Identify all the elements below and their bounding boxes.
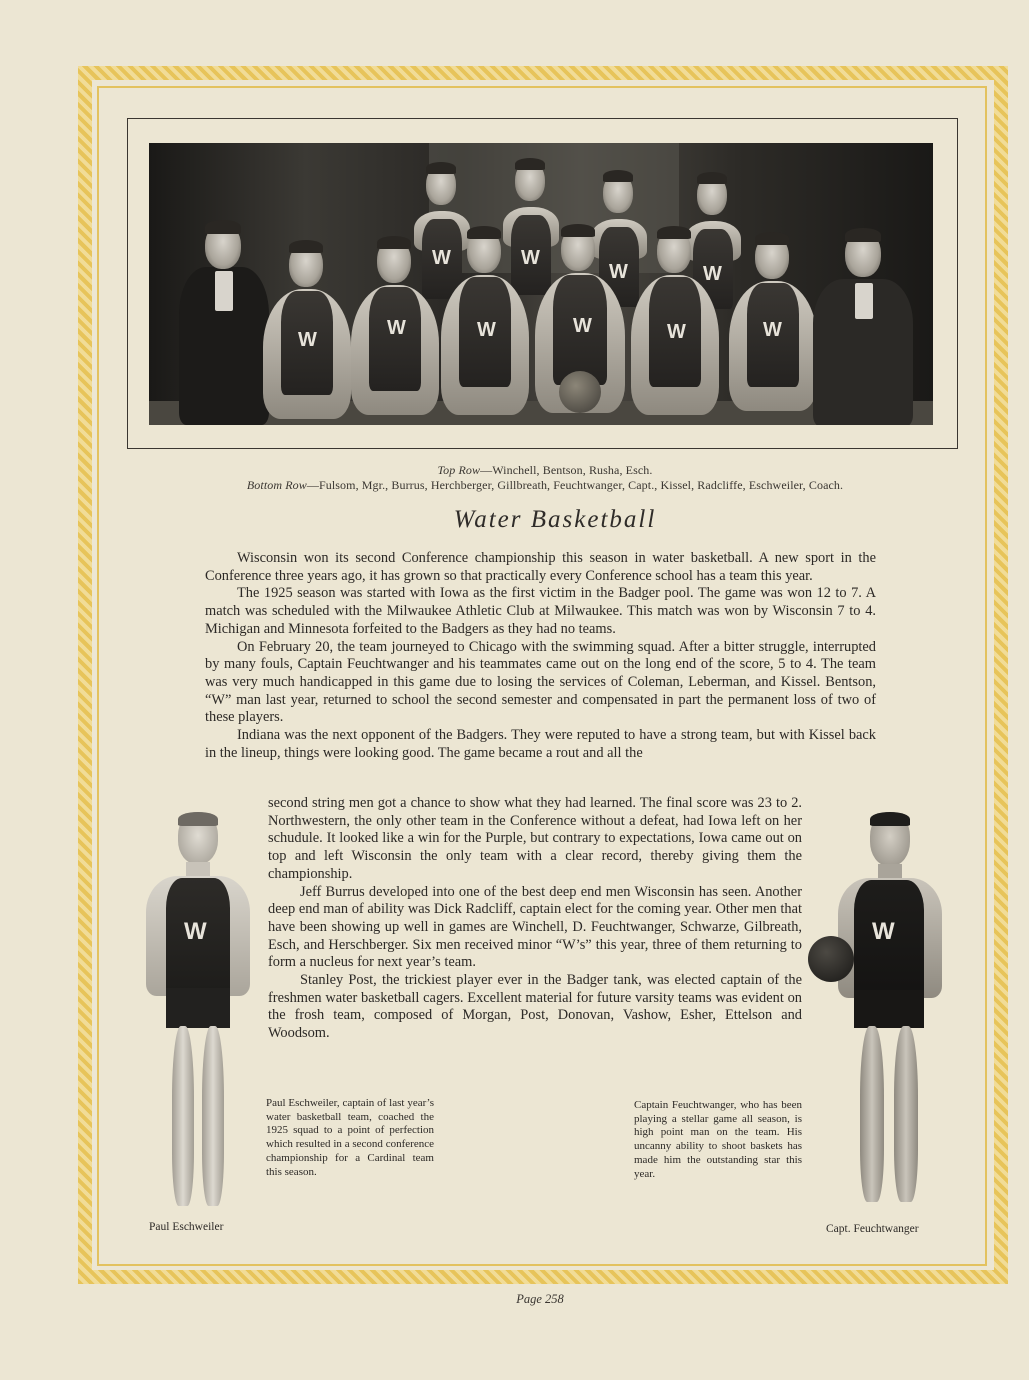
eschweiler-portrait — [138, 812, 254, 1216]
team-photo — [149, 143, 933, 425]
feuchtwanger-portrait — [808, 812, 938, 1212]
paragraph-3: On February 20, the team journeyed to Chicago with the swimming squad. After a bitter struggle, interrupted by many fouls, Captain Feuchtwanger and his teammates came out on the long end of the score, 5 to 4. The team was very much handicapped in this game due to losing the services of Coleman, Leberman, and Kissel. Bentson, “W” man last year, returned to school the second semester and compensated in part the permanent loss of two of these players. — [205, 638, 876, 726]
jersey-letter: W — [298, 329, 317, 351]
bottom-row-label: Bottom Row — [246, 478, 307, 492]
feuchtwanger-caption: Captain Feuchtwanger, who has been playing a stellar game all season, is high point man on the team. His uncanny ability to shoot baskets has made him the outstanding star this year. — [634, 1099, 802, 1180]
jersey-letter: W — [667, 321, 686, 343]
paragraph-4-continued: second string men got a chance to show what they had learned. The final score was 23 to 2. Northwestern, the only other team in the Conference without a defeat, had Iowa left on her schudule. It looked like a win for the Purple, but contrary to expectations, Iowa came out on top and left Wisconsin the only team with a clear record, thereby giving them the championship. — [268, 795, 802, 882]
article-body-narrow — [268, 795, 802, 1043]
bottom-row-names: —Fulsom, Mgr., Burrus, Herchberger, Gillbreath, Feuchtwanger, Capt., Kissel, Radcliffe, Eschweiler, Coach. — [306, 478, 844, 492]
photo-caption-top-row — [120, 463, 970, 478]
photo-caption-bottom-row — [120, 478, 970, 493]
jersey-letter: W — [477, 319, 496, 341]
jersey-letter: W — [521, 247, 540, 269]
paragraph-5: Jeff Burrus developed into one of the best deep end men Wisconsin has seen. Another deep end man of ability was Dick Radcliff, captain elect for the coming year. Other men that have been showing up well in games are Winchell, D. Feuchtwanger, Schwarze, Gilbreath, Esch, and Herschberger. Six men received minor “W’s” this year, three of them returning to form a nucleus for next year’s team. — [268, 883, 802, 971]
jersey-letter: W — [432, 247, 451, 269]
jersey-letter: W — [872, 918, 895, 945]
paragraph-2: The 1925 season was started with Iowa as the first victim in the Badger pool. The game was won 12 to 7. A match was scheduled with the Milwaukee Athletic Club at Milwaukee. This match was won by Wisconsin 7 to 4. Michigan and Minnesota forfeited to the Badgers as they had no teams. — [205, 585, 876, 637]
paragraph-6: Stanley Post, the trickiest player ever in the Badger tank, was elected captain of the freshmen water basketball cagers. Excellent material for future varsity teams was evident on the frosh team, composed of Morgan, Post, Donovan, Vashow, Esher, Ettelson and Woodsom. — [268, 972, 802, 1042]
jersey-letter: W — [387, 317, 406, 339]
jersey-letter: W — [184, 918, 207, 945]
jersey-letter: W — [703, 263, 722, 285]
eschweiler-name: Paul Eschweiler — [149, 1221, 224, 1233]
jersey-letter: W — [763, 319, 782, 341]
top-row-label: Top Row — [437, 463, 481, 477]
paragraph-4: Indiana was the next opponent of the Badgers. They were reputed to have a strong team, but with Kissel back in the lineup, things were looking good. The game became a rout and all the — [205, 727, 876, 761]
article-body-full — [205, 550, 876, 762]
jersey-letter: W — [573, 315, 592, 337]
top-row-names: —Winchell, Bentson, Rusha, Esch. — [480, 463, 653, 477]
eschweiler-caption: Paul Eschweiler, captain of last year’s water basketball team, coached the 1925 squad to a point of perfection which resulted in a second conference championship for a Cardinal team this season. — [266, 1097, 434, 1178]
page-number: Page 258 — [516, 1292, 564, 1306]
water-polo-ball — [559, 371, 601, 413]
article-title: Water Basketball — [453, 506, 657, 533]
jersey-letter: W — [609, 261, 628, 283]
paragraph-1: Wisconsin won its second Conference championship this season in water basketball. A new sport in the Conference three years ago, it has grown so that practically every Conference school has a team this year. — [205, 550, 876, 584]
feuchtwanger-name: Capt. Feuchtwanger — [826, 1223, 919, 1235]
